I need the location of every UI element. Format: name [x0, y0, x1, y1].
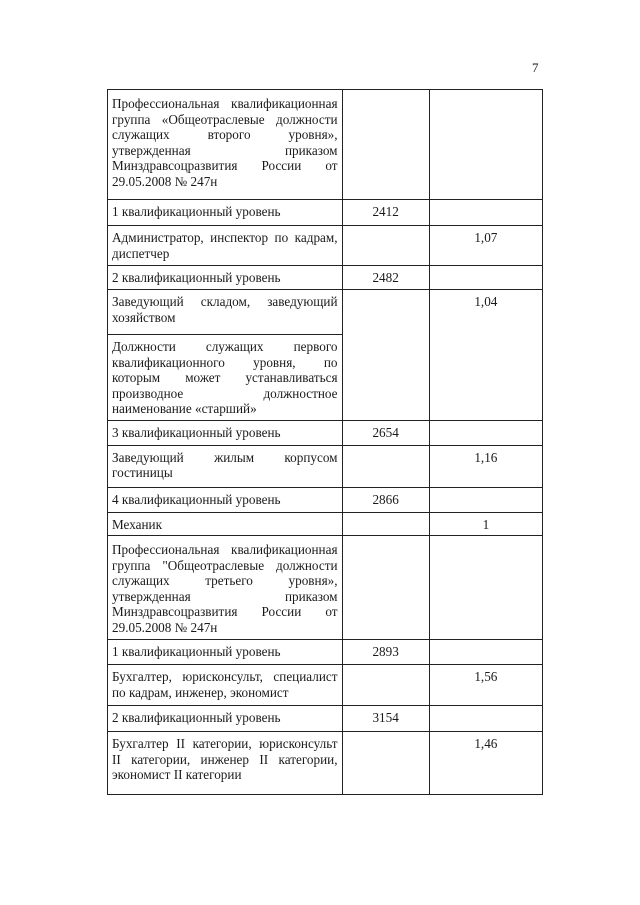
position-name-cell [108, 290, 343, 335]
position-name-line: 4 квалификационный уровень [112, 491, 281, 507]
base-salary-cell: 2654 [342, 420, 429, 445]
position-name-line: 2 квалификационный уровень [112, 270, 281, 285]
base-salary-cell: 3154 [342, 706, 429, 732]
position-name-cell [108, 706, 343, 732]
position-name-line: группа "Общеотраслевые должности [112, 557, 338, 573]
position-name-line: утвержденная приказом [112, 588, 338, 604]
table-row [108, 732, 543, 795]
position-name-line: 2 квалификационный уровень [112, 710, 281, 725]
position-name-cell [108, 335, 343, 421]
position-name-line: Должности служащих первого [112, 339, 338, 354]
base-salary-cell [342, 512, 429, 536]
position-name-cell [108, 536, 343, 640]
table-row [108, 640, 543, 665]
coefficient-cell [429, 640, 542, 665]
position-name-line: Механик [112, 516, 163, 532]
base-salary-cell [342, 732, 429, 795]
base-salary-cell [342, 445, 429, 487]
coefficient-cell: 1 [429, 512, 542, 536]
table-row [108, 445, 543, 487]
position-name-cell [108, 420, 343, 445]
base-salary-cell: 2866 [342, 487, 429, 512]
position-name-line: служащих третьего уровня», [112, 573, 338, 588]
position-name-line: по кадрам, инженер, экономист [112, 684, 289, 700]
coefficient-cell [429, 90, 542, 200]
table-row [108, 706, 543, 732]
coefficient-cell [429, 487, 542, 512]
position-name-cell [108, 445, 343, 487]
table-row [108, 665, 543, 706]
position-name-line: Заведующий жилым корпусом [112, 449, 338, 465]
base-salary-cell [342, 536, 429, 640]
position-name-line: служащих второго уровня», [112, 127, 338, 142]
coefficient-cell: 1,07 [429, 226, 542, 266]
base-salary-cell [342, 226, 429, 266]
position-name-line: 29.05.2008 № 247н [112, 173, 218, 189]
position-name-line: 1 квалификационный уровень [112, 644, 281, 659]
position-name-line: II категории, инженер II категории, [112, 751, 338, 767]
coefficient-cell: 1,56 [429, 665, 542, 706]
position-name-line: Бухгалтер, юрисконсульт, специалист [112, 669, 338, 684]
position-name-cell [108, 512, 343, 536]
position-name-line: Минздравсоцразвития России от [112, 604, 338, 619]
base-salary-cell: 2412 [342, 200, 429, 226]
base-salary-cell [342, 335, 429, 421]
position-name-cell [108, 90, 343, 200]
position-name-cell [108, 266, 343, 290]
table-row [108, 512, 543, 536]
coefficient-cell: 1,16 [429, 445, 542, 487]
table-row [108, 266, 543, 290]
position-name-line: Минздравсоцразвития России от [112, 158, 338, 173]
position-name-cell [108, 200, 343, 226]
table-row [108, 487, 543, 512]
position-name-line: квалификационного уровня, по [112, 354, 338, 370]
position-name-line: Профессиональная квалификационная [112, 96, 338, 111]
position-name-line: 3 квалификационный уровень [112, 424, 281, 440]
table-row [108, 536, 543, 640]
coefficient-cell [429, 706, 542, 732]
coefficient-cell [429, 420, 542, 445]
table-row [108, 226, 543, 266]
salary-coefficient-table [107, 89, 543, 795]
base-salary-cell [342, 665, 429, 706]
coefficient-cell [429, 266, 542, 290]
position-name-line: которым может устанавливаться [112, 370, 338, 385]
position-name-line: группа «Общеотраслевые должности [112, 111, 338, 127]
position-name-line: диспетчер [112, 245, 170, 261]
position-name-line: Профессиональная квалификационная [112, 542, 338, 557]
position-name-line: Бухгалтер II категории, юрисконсульт [112, 736, 338, 751]
position-name-line: наименование «старший» [112, 401, 257, 416]
coefficient-cell [429, 536, 542, 640]
position-name-cell [108, 665, 343, 706]
page-number: 7 [532, 60, 539, 75]
position-name-line: производное должностное [112, 385, 338, 401]
base-salary-cell [342, 90, 429, 200]
table-row [108, 290, 543, 335]
position-name-line: 29.05.2008 № 247н [112, 619, 218, 635]
position-name-cell [108, 640, 343, 665]
position-name-line: утвержденная приказом [112, 142, 338, 158]
position-name-line: Администратор, инспектор по кадрам, [112, 230, 338, 245]
position-name-line: экономист II категории [112, 767, 242, 782]
position-name-line: хозяйством [112, 309, 176, 325]
position-name-line: гостиницы [112, 465, 173, 480]
coefficient-cell: 1,04 [429, 290, 542, 421]
table-row [108, 420, 543, 445]
position-name-cell [108, 732, 343, 795]
position-name-cell [108, 226, 343, 266]
position-name-line: 1 квалификационный уровень [112, 204, 281, 219]
position-name-line: Заведующий складом, заведующий [112, 294, 338, 309]
base-salary-cell [342, 290, 429, 335]
table-row [108, 90, 543, 200]
coefficient-cell [429, 200, 542, 226]
base-salary-cell: 2893 [342, 640, 429, 665]
table-row [108, 200, 543, 226]
base-salary-cell: 2482 [342, 266, 429, 290]
position-name-cell [108, 487, 343, 512]
coefficient-cell: 1,46 [429, 732, 542, 795]
